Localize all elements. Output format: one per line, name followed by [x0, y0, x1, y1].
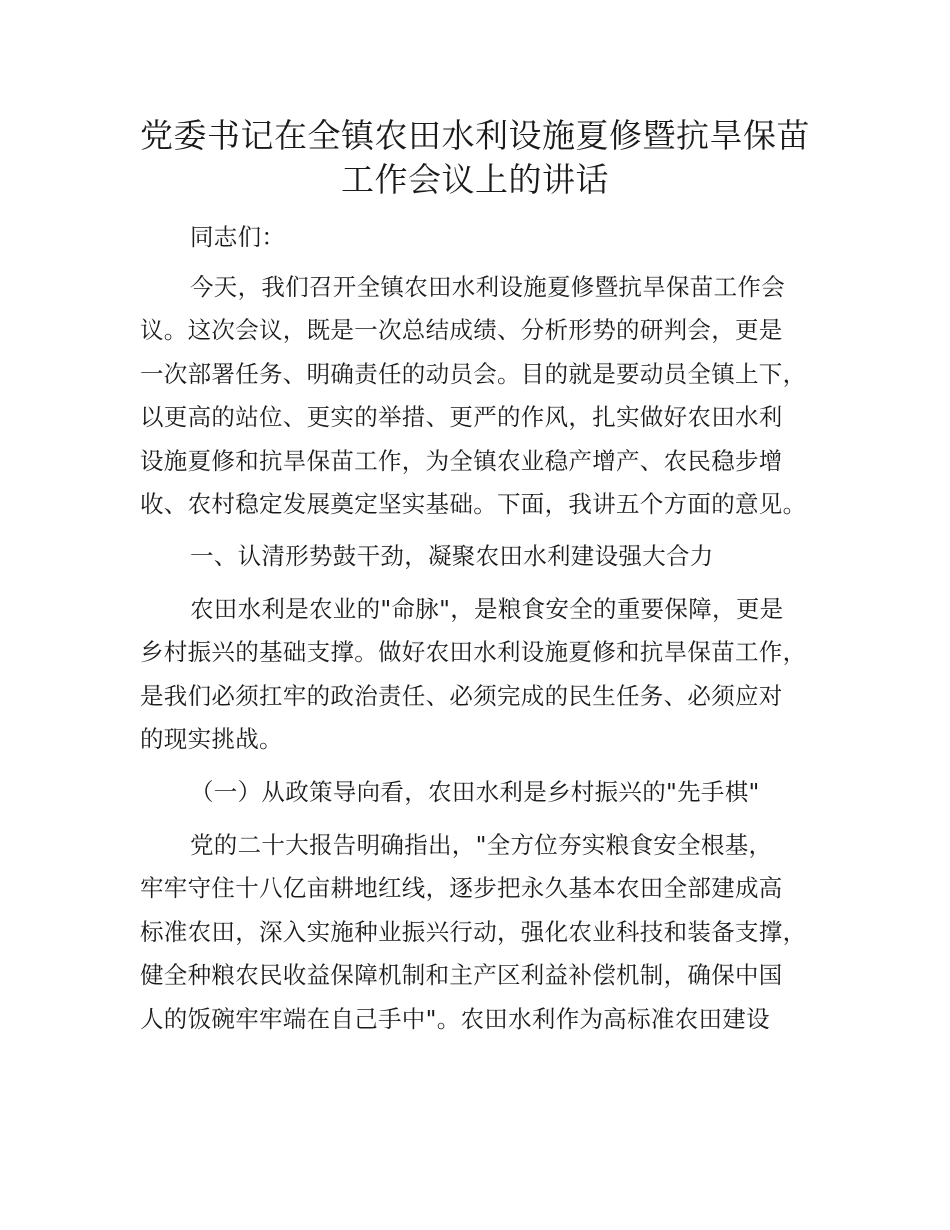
- paragraph-2-line-4: 的现实挑战。: [140, 725, 283, 753]
- paragraph-1-line-4: 以更高的站位、更实的举措、更严的作风，扎实做好农田水利: [140, 403, 783, 431]
- paragraph-2-line-1: 农田水利是农业的"命脉"，是粮食安全的重要保障，更是: [190, 595, 784, 623]
- paragraph-1-line-5: 设施夏修和抗旱保苗工作，为全镇农业稳产增产、农民稳步增: [140, 447, 783, 475]
- paragraph-3-line-4: 健全种粮农民收益保障机制和主产区利益补偿机制，确保中国: [140, 961, 783, 989]
- document-title-line-2: 工作会议上的讲话: [341, 160, 609, 199]
- paragraph-2-line-2: 乡村振兴的基础支撑。做好农田水利设施夏修和抗旱保苗工作，: [140, 638, 807, 666]
- subsection-heading-1: （一）从政策导向看，农田水利是乡村振兴的"先手棋": [190, 778, 760, 806]
- paragraph-3-line-5: 人的饭碗牢牢端在自己手中"。农田水利作为高标准农田建设: [140, 1005, 770, 1033]
- paragraph-1-line-3: 一次部署任务、明确责任的动员会。目的就是要动员全镇上下，: [140, 360, 807, 388]
- paragraph-3-line-3: 标准农田，深入实施种业振兴行动，强化农业科技和装备支撑，: [140, 918, 807, 946]
- paragraph-1-line-6: 收、农村稳定发展奠定坚实基础。下面，我讲五个方面的意见。: [140, 490, 807, 518]
- section-heading-1: 一、认清形势鼓干劲，凝聚农田水利建设强大合力: [190, 542, 714, 570]
- paragraph-3-line-1: 党的二十大报告明确指出，"全方位夯实粮食安全根基，: [190, 831, 773, 859]
- paragraph-3-line-2: 牢牢守住十八亿亩耕地红线，逐步把永久基本农田全部建成高: [140, 874, 783, 902]
- salutation: 同志们：: [190, 223, 286, 251]
- paragraph-1-line-1: 今天，我们召开全镇农田水利设施夏修暨抗旱保苗工作会: [190, 273, 785, 301]
- paragraph-2-line-3: 是我们必须扛牢的政治责任、必须完成的民生任务、必须应对: [140, 682, 783, 710]
- paragraph-1-line-2: 议。这次会议，既是一次总结成绩、分析形势的研判会，更是: [140, 316, 783, 344]
- document-title-line-1: 党委书记在全镇农田水利设施夏修暨抗旱保苗: [140, 116, 810, 155]
